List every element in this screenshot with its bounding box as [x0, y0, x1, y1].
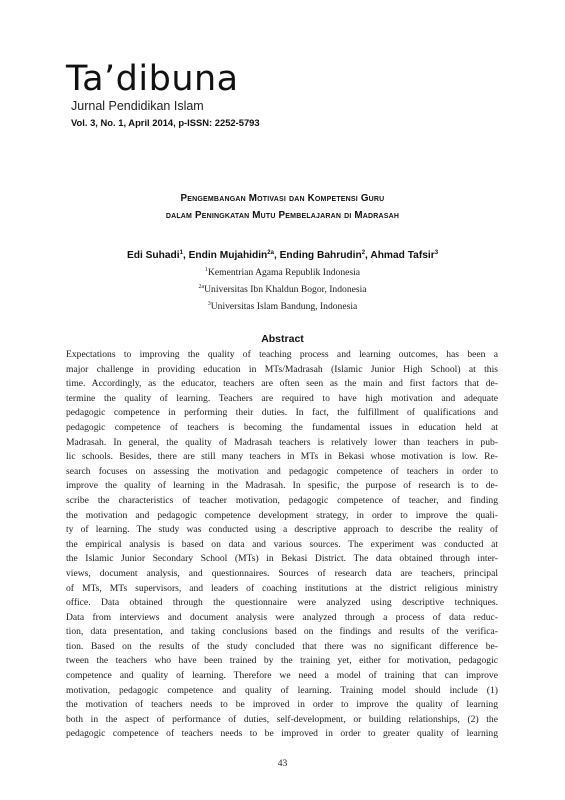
author-separator: , — [273, 250, 280, 261]
abstract-line: tion. Based on the results of the study concluded that there was no significant difference be- — [66, 640, 498, 652]
abstract-line: Expectations to improving the quality of teaching process and learning outcomes, has been a — [66, 349, 498, 360]
abstract-line: competence and quality of learning. Therefore we need a model of training that can improve — [66, 670, 498, 682]
abstract-line: pedagogic competence of teachers is becoming the fundamental issues in education held at — [66, 421, 498, 433]
affiliation-mark: 3 — [207, 301, 211, 307]
abstract-heading: Abstract — [261, 333, 304, 345]
author-list — [0, 250, 565, 261]
abstract-line: Madrasah. In general, the quality of Madrasah teachers is relatively lower than teachers in pub- — [66, 436, 498, 448]
journal-issue-info: Vol. 3, No. 1, April 2014, p-ISSN: 2252-5793 — [71, 117, 260, 128]
abstract-line: the motivation and pedagogic competence development strategy, in order to improve the quali- — [66, 509, 498, 521]
abstract-line: both in the aspect of performance of duties, self-development, or building relationships, (2) the — [66, 713, 498, 725]
affiliation — [0, 284, 565, 295]
abstract-line: tween the teachers who have been trained by the training yet, either for motivation, pedagogic — [66, 655, 498, 667]
author-name: Endin Mujahidin — [188, 250, 268, 261]
affiliation-mark: 2a — [198, 284, 205, 290]
abstract-line: the Islamic Junior Secondary School (MTs) in Bekasi District. The data obtained through inter- — [66, 553, 498, 565]
journal-subtitle: Jurnal Pendidikan Islam — [71, 99, 204, 113]
abstract-line: views, document analysis, and questionnaires. Sources of research data are teachers, principal — [66, 567, 498, 579]
abstract-line: pedagogic competence of teachers needs to be improved in order to greater quality of learning — [66, 728, 498, 740]
affiliation-text: Universitas Ibn Khaldun Bogor, Indonesia — [204, 284, 367, 295]
abstract-line: improve the quality of learning in the Madrasah. In spesific, the purpose of research is to de- — [66, 480, 498, 492]
abstract-line: Data from interviews and document analysis were analyzed through a process of data reduc- — [66, 611, 498, 623]
abstract-line: termine the quality of learning. Teachers are required to have high motivation and adequate — [66, 392, 498, 404]
abstract-line: major challenge in providing education in MTs/Madrasah (Islamic Junior High School) at this — [66, 363, 498, 375]
author-affiliation-mark: 2 — [361, 250, 366, 256]
affiliation-text: Universitas Islam Bandung, Indonesia — [210, 301, 358, 312]
abstract-line: time. Accordingly, as the educator, teachers are often seen as the main and first factors that de- — [66, 378, 498, 390]
abstract-line: the motivation of teachers needs to be improved in order to improve the quality of learning — [66, 699, 498, 711]
author-separator: , — [182, 250, 189, 261]
author-affiliation-mark: 1 — [179, 250, 183, 256]
abstract-line: tion, data presentation, and taking conclusions based on the findings and results of the verifica- — [66, 626, 498, 638]
article-title-line-1: Pengembangan Motivasi dan Kompetensi Guru — [180, 193, 385, 204]
author-separator: , — [365, 250, 371, 261]
affiliation-mark: 1 — [204, 267, 208, 273]
abstract-line: the empirical analysis is based on data and various sources. The experiment was conducted at — [66, 538, 498, 550]
abstract-line: office. Data obtained through the questionnaire were analyzed using descriptive techniques. — [66, 597, 498, 609]
author-name: Ending Bahrudin — [279, 250, 362, 261]
affiliation — [0, 267, 565, 278]
author-affiliation-mark: 3 — [434, 250, 439, 256]
article-title-line-2: dalam Peningkatan Mutu Pembelajaran di Madrasah — [165, 210, 400, 221]
abstract-line: search focuses on assessing the motivation and pedagogic competence of teachers in order to — [66, 465, 498, 477]
abstract-line: of MTs, MTs supervisors, and leaders of coaching institutions at the district religious ministry — [66, 582, 498, 594]
abstract-body — [66, 348, 498, 742]
abstract-line: pedagogic competence in performing their duties. In fact, the fulfillment of qualifications and — [66, 407, 498, 419]
author-name: Edi Suhadi — [126, 250, 180, 261]
abstract-line: motivation, pedagogic competence and quality of learning. Training model should include (1) — [66, 684, 498, 696]
journal-title: Ta’dibuna — [66, 59, 239, 99]
abstract-line: ty of learning. The study was conducted using a descriptive approach to describe the reality of — [66, 524, 498, 536]
abstract-line: lic schools. Besides, there are still many teachers in MTs in Bekasi whose motivation is low. Re- — [66, 451, 498, 463]
author-name: Ahmad Tafsir — [370, 250, 435, 261]
affiliation-text: Kementrian Agama Republik Indonesia — [207, 267, 361, 278]
affiliation — [0, 301, 565, 312]
abstract-line: scribe the characteristics of teacher motivation, pedagogic competence of teacher, and finding — [66, 494, 498, 506]
page-number: 43 — [277, 758, 288, 769]
author-affiliation-mark: 2a — [267, 250, 274, 256]
